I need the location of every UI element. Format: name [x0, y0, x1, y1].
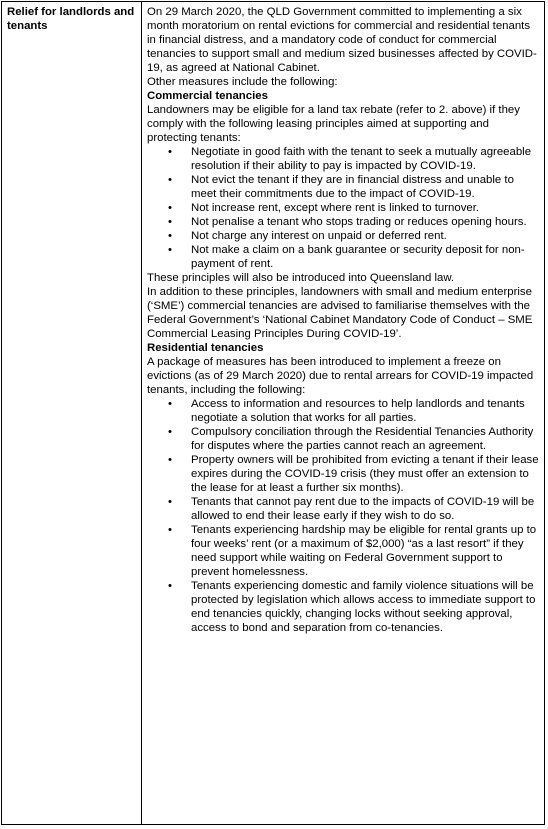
list-item: • Not charge any interest on unpaid or deferred rent.: [191, 229, 540, 243]
list-item: • Tenants experiencing hardship may be eligible for rental grants up to four weeks’ rent (or a maximum of $2,000) “as a last resort” if they need support while waiting on Federal Government support to prevent homelessness.: [191, 523, 540, 579]
law-note: These principles will also be introduced into Queensland law.: [147, 272, 455, 284]
commercial-list: [147, 145, 540, 271]
list-item: • Not evict the tenant if they are in financial distress and unable to meet their commitments due to the impact of COVID-19.: [191, 173, 540, 201]
list-item: • Not increase rent, except where rent is linked to turnover.: [191, 201, 540, 215]
other-measures-text: Other measures include the following:: [147, 76, 338, 88]
content-cell: [142, 2, 545, 825]
residential-list: [147, 397, 540, 635]
list-item: • Not make a claim on a bank guarantee or security deposit for non-payment of rent.: [191, 243, 540, 271]
table-row: [2, 2, 545, 825]
list-item: • Tenants experiencing domestic and family violence situations will be protected by legislation which allows access to immediate support to end tenancies quickly, changing locks without seeking approval, access to bond and separation from co-tenancies.: [191, 579, 540, 635]
list-item: • Property owners will be prohibited from evicting a tenant if their lease expires during the COVID-19 crisis (they must offer an extension to the lease for at least a further six months).: [191, 453, 540, 495]
residential-heading: Residential tenancies: [147, 342, 264, 354]
list-item: • Access to information and resources to help landlords and tenants negotiate a solution that works for all parties.: [191, 397, 540, 425]
list-item: • Compulsory conciliation through the Residential Tenancies Authority for disputes where the parties cannot reach an agreement.: [191, 425, 540, 453]
commercial-intro: Landowners may be eligible for a land tax rebate (refer to 2. above) if they comply with the following leasing principles aimed at supporting and protecting tenants:: [147, 104, 520, 144]
list-item: • Not penalise a tenant who stops trading or reduces opening hours.: [191, 215, 540, 229]
list-item: • Negotiate in good faith with the tenant to seek a mutually agreeable resolution if their ability to pay is impacted by COVID-19.: [191, 145, 540, 173]
row-heading: Relief for landlords and tenants: [2, 2, 142, 825]
residential-intro: A package of measures has been introduced to implement a freeze on evictions (as of 29 March 2020) due to rental arrears for COVID-19 impacted tenants, including the following:: [147, 356, 534, 396]
intro-paragraph: On 29 March 2020, the QLD Government committed to implementing a six month moratorium on rental evictions for commercial and residential tenants in financial distress, and a mandatory code of conduct for commercial tenancies to support small and medium sized businesses affected by COVID-19, as agreed at National Cabinet.: [147, 6, 537, 74]
relief-table: [1, 1, 545, 825]
list-item: • Tenants that cannot pay rent due to the impacts of COVID-19 will be allowed to end their lease early if they wish to do so.: [191, 495, 540, 523]
commercial-heading: Commercial tenancies: [147, 90, 268, 102]
sme-note: In addition to these principles, landowners with small and medium enterprise (‘SME’) commercial tenancies are advised to familiarise themselves with the Federal Government’s ‘National Cabinet Mandatory Code of Conduct – SME Commercial Leasing Principles During COVID-19’.: [147, 286, 533, 340]
